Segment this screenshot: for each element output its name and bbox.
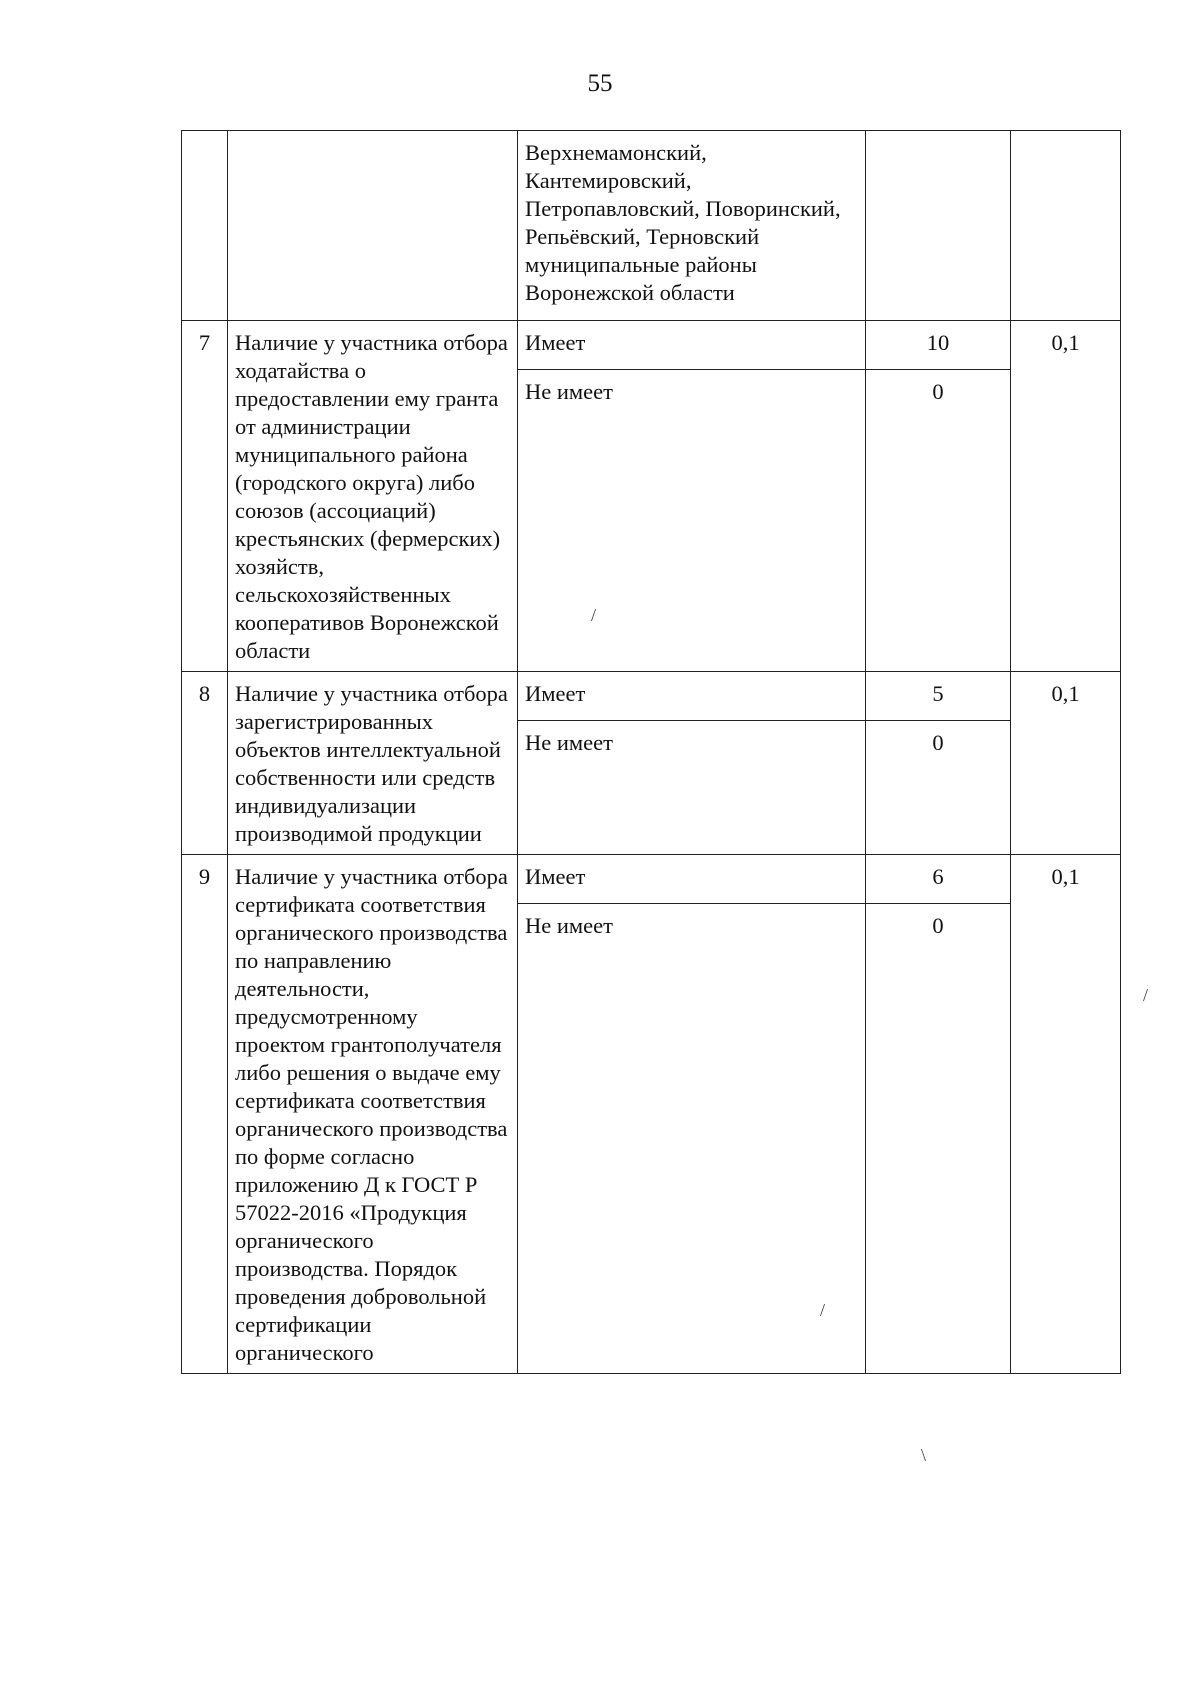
option-label: Имеет [518, 672, 866, 721]
criterion-weight: 0,1 [1011, 855, 1121, 1374]
option-label: Имеет [518, 855, 866, 904]
table-row-continuation [182, 131, 1121, 321]
page-number: 55 [587, 70, 613, 97]
criterion-text: Наличие у участника отбора сертификата соответствия органического производства по направлению деятельности, предусмотренному проектом грантополучателя либо решения о выдаче ему сертификата соответствия органического производства по форме согласно приложению Д к ГОСТ Р 57022-2016 «Продукция органического производства. Порядок проведения добровольной сертификации органического [228, 855, 518, 1374]
option-label: Не имеет [518, 721, 866, 855]
criterion-text: Наличие у участника отбора ходатайства о предоставлении ему гранта от администрации муниципального района (городского округа) либо союзов (ассоциаций) крестьянских (фермерских) хозяйств, сельскохозяйственных кооперативов Воронежской области [228, 321, 518, 672]
option-label: Имеет [518, 321, 866, 370]
option-score: 0 [866, 721, 1011, 855]
option-label: Не имеет [518, 904, 866, 1374]
cell-weight [1011, 131, 1121, 321]
row-number: 8 [182, 672, 228, 855]
cell-criterion [228, 131, 518, 321]
criterion-weight: 0,1 [1011, 321, 1121, 672]
option-score: 0 [866, 370, 1011, 672]
scan-speck: / [820, 1300, 826, 1320]
option-score: 6 [866, 855, 1011, 904]
table-row-7 [182, 321, 1121, 370]
row-number: 7 [182, 321, 228, 672]
scan-speck: \ [921, 1445, 927, 1465]
cell-option-text: Верхнемамонский, Кантемировский, Петропавловский, Поворинский, Репьёвский, Терновский муниципальные районы Воронежской области [518, 131, 866, 321]
scan-speck: / [1143, 985, 1149, 1005]
table-row-9 [182, 855, 1121, 904]
row-number: 9 [182, 855, 228, 1374]
option-score: 10 [866, 321, 1011, 370]
option-score: 5 [866, 672, 1011, 721]
cell-num [182, 131, 228, 321]
option-label: Не имеет [518, 370, 866, 672]
option-score: 0 [866, 904, 1011, 1374]
criterion-text: Наличие у участника отбора зарегистрированных объектов интеллектуальной собственности или средств индивидуализации производимой продукции [228, 672, 518, 855]
scan-speck: / [591, 605, 597, 625]
cell-score [866, 131, 1011, 321]
criteria-table [181, 130, 1121, 1374]
criterion-weight: 0,1 [1011, 672, 1121, 855]
table-row-8 [182, 672, 1121, 721]
